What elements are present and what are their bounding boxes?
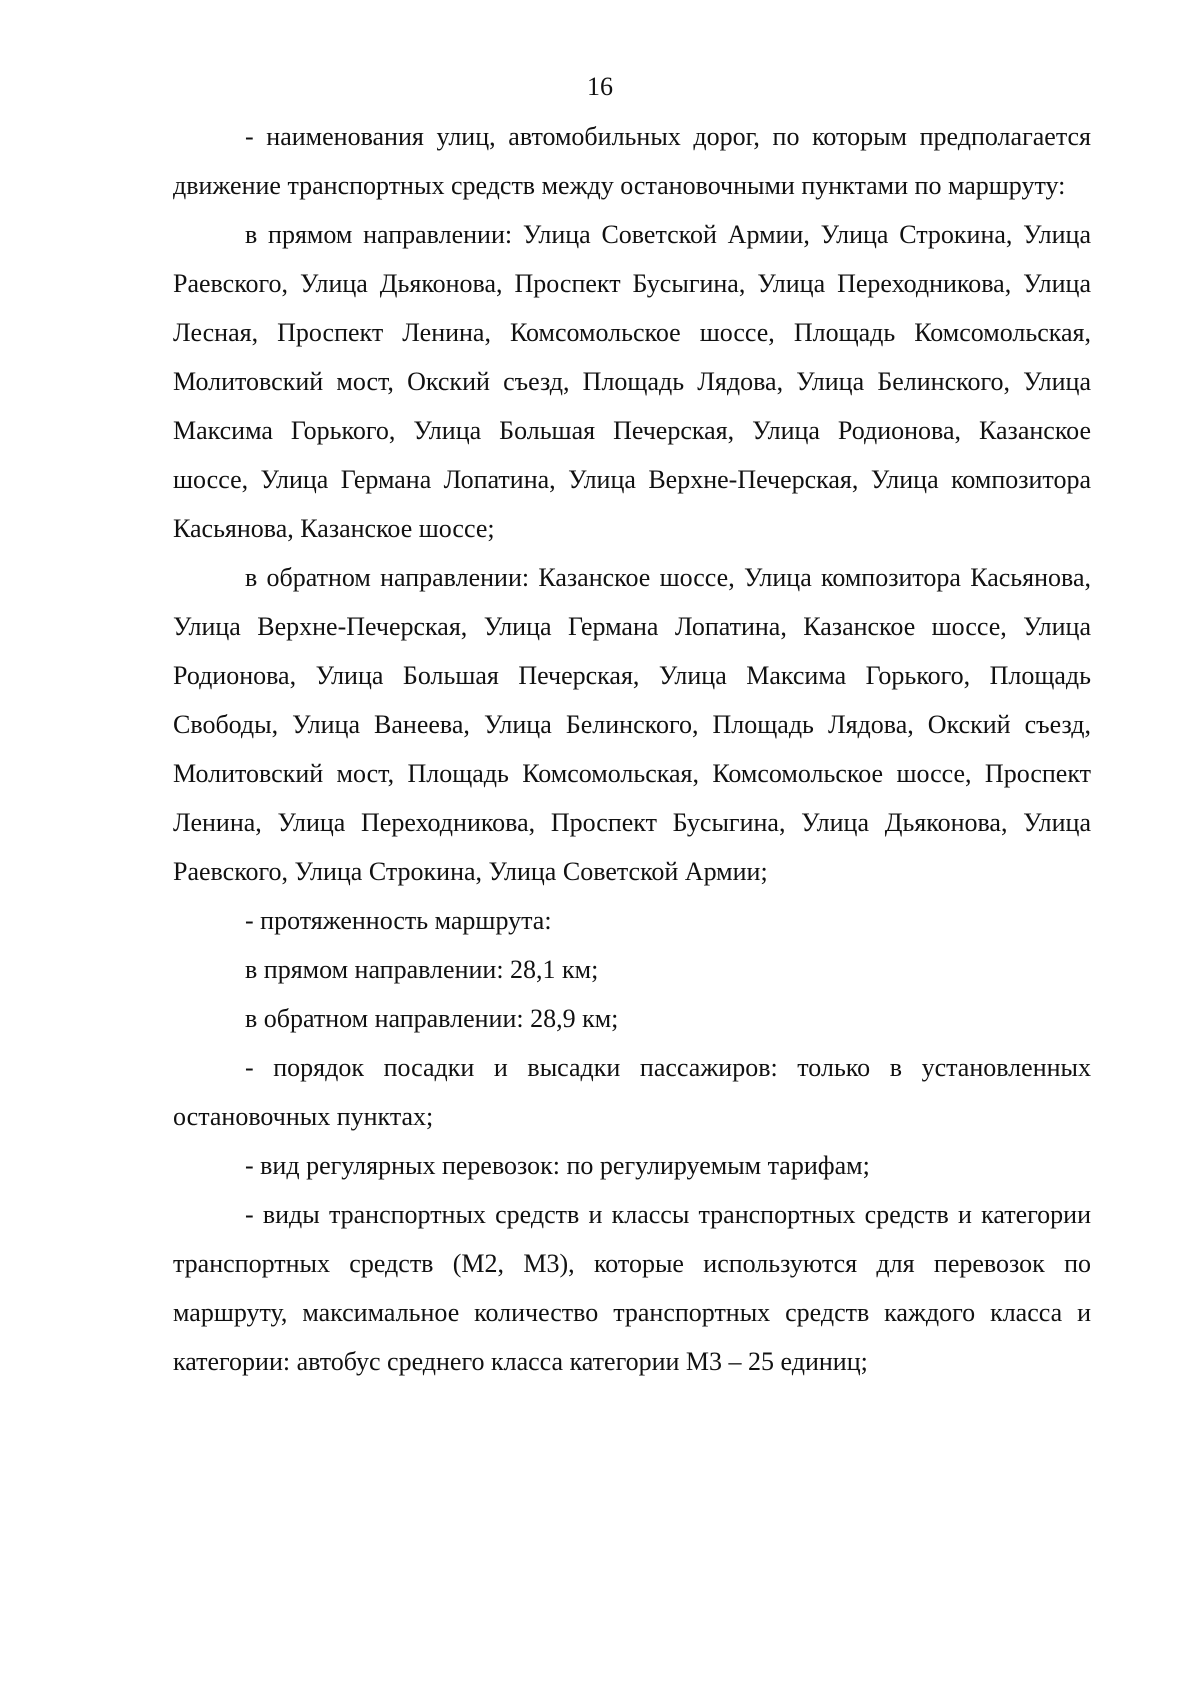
paragraph-vehicle-classes: - виды транспортных средств и классы транспортных средств и категории транспортных средств (М2, М3), которые используются для перевозок по маршруту, максимальное количество транспортных средств каждого класса и категории: автобус среднего класса категории М3 – 25 единиц; bbox=[173, 1200, 1091, 1376]
document-body bbox=[173, 112, 1091, 1386]
page-number: 16 bbox=[587, 72, 613, 101]
paragraph-transport-type: - вид регулярных перевозок: по регулируемым тарифам; bbox=[245, 1151, 870, 1180]
paragraph-route-length-heading: - протяженность маршрута: bbox=[245, 906, 552, 935]
paragraph-reverse-direction-streets: в обратном направлении: Казанское шоссе, Улица композитора Касьянова, Улица Верхне-Печерская, Улица Германа Лопатина, Казанское шоссе, Улица Родионова, Улица Большая Печерская, Улица Максима Горького, Площадь Свободы, Улица Ванеева, Улица Белинского, Площадь Лядова, Окский съезд, Молитовский мост, Площадь Комсомольская, Комсомольское шоссе, Проспект Ленина, Улица Переходникова, Проспект Бусыгина, Улица Дьяконова, Улица Раевского, Улица Строкина, Улица Советской Армии; bbox=[173, 563, 1091, 886]
paragraph-forward-length: в прямом направлении: 28,1 км; bbox=[245, 955, 599, 984]
paragraph-reverse-length: в обратном направлении: 28,9 км; bbox=[245, 1004, 619, 1033]
paragraph-boarding-order: - порядок посадки и высадки пассажиров: только в установленных остановочных пунктах; bbox=[173, 1053, 1091, 1131]
paragraph-forward-direction-streets: в прямом направлении: Улица Советской Армии, Улица Строкина, Улица Раевского, Улица Дьяконова, Проспект Бусыгина, Улица Переходникова, Улица Лесная, Проспект Ленина, Комсомольское шоссе, Площадь Комсомольская, Молитовский мост, Окский съезд, Площадь Лядова, Улица Белинского, Улица Максима Горького, Улица Большая Печерская, Улица Родионова, Казанское шоссе, Улица Германа Лопатина, Улица Верхне-Печерская, Улица композитора Касьянова, Казанское шоссе; bbox=[173, 220, 1091, 543]
paragraph-street-names-intro: - наименования улиц, автомобильных дорог, по которым предполагается движение транспортных средств между остановочными пунктами по маршруту: bbox=[173, 122, 1091, 200]
